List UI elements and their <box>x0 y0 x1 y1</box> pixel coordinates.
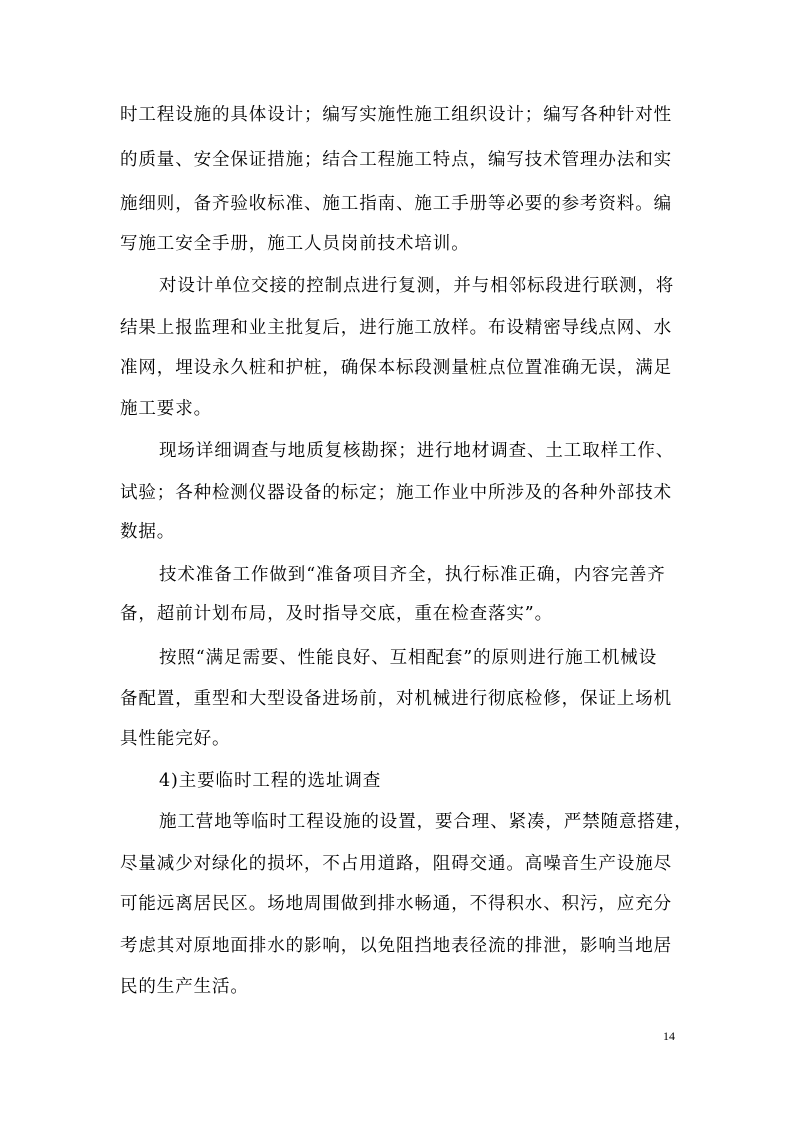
text-line: 数据。 <box>120 522 176 542</box>
text-line: 准网，埋设永久桩和护桩，确保本标段测量桩点位置准确无误，满足 <box>120 358 672 378</box>
paragraph-start-line: 技术准备工作做到“准备项目齐全，执行标准正确，内容完善齐 <box>159 565 666 585</box>
text-line: 尽量减少对绿化的损坏，不占用道路，阻碍交通。高噪音生产设施尽 <box>120 854 672 874</box>
text-line: 备配置，重型和大型设备进场前，对机械进行彻底检修，保证上场机 <box>120 689 672 709</box>
text-line: 时工程设施的具体设计；编写实施性施工组织设计；编写各种针对性 <box>120 105 672 125</box>
paragraph-start-line: 按照“满足需要、性能良好、互相配套”的原则进行施工机械设 <box>159 648 658 668</box>
paragraph-start-line: 对设计单位交接的控制点进行复测，并与相邻标段进行联测，将 <box>159 276 675 296</box>
text-line: 考虑其对原地面排水的影响，以免阻挡地表径流的排泄，影响当地居 <box>120 936 672 956</box>
text-line: 可能远离居民区。场地周围做到排水畅通，不得积水、积污，应充分 <box>120 894 672 914</box>
text-line: 施细则，备齐验收标准、施工指南、施工手册等必要的参考资料。编 <box>120 194 672 214</box>
text-line: 具性能完好。 <box>120 729 231 749</box>
text-line: 结果上报监理和业主批复后，进行施工放样。布设精密导线点网、水 <box>120 318 672 338</box>
text-line: 民的生产生活。 <box>120 977 249 997</box>
text-line: 写施工安全手册，施工人员岗前技术培训。 <box>120 234 470 254</box>
section-heading: 4)主要临时工程的选址调查 <box>159 771 382 791</box>
text-line: 备，超前计划布局，及时指导交底，重在检查落实”。 <box>120 604 554 624</box>
text-line: 施工要求。 <box>120 399 212 419</box>
page-number: 14 <box>663 1029 675 1043</box>
text-line: 试验；各种检测仪器设备的标定；施工作业中所涉及的各种外部技术 <box>120 483 672 503</box>
text-line: 的质量、安全保证措施；结合工程施工特点，编写技术管理办法和实 <box>120 150 672 170</box>
paragraph-start-line: 现场详细调查与地质复核勘探；进行地材调查、土工取样工作、 <box>159 441 675 461</box>
paragraph-start-line: 施工营地等临时工程设施的设置，要合理、紧凑，严禁随意搭建， <box>159 812 693 832</box>
